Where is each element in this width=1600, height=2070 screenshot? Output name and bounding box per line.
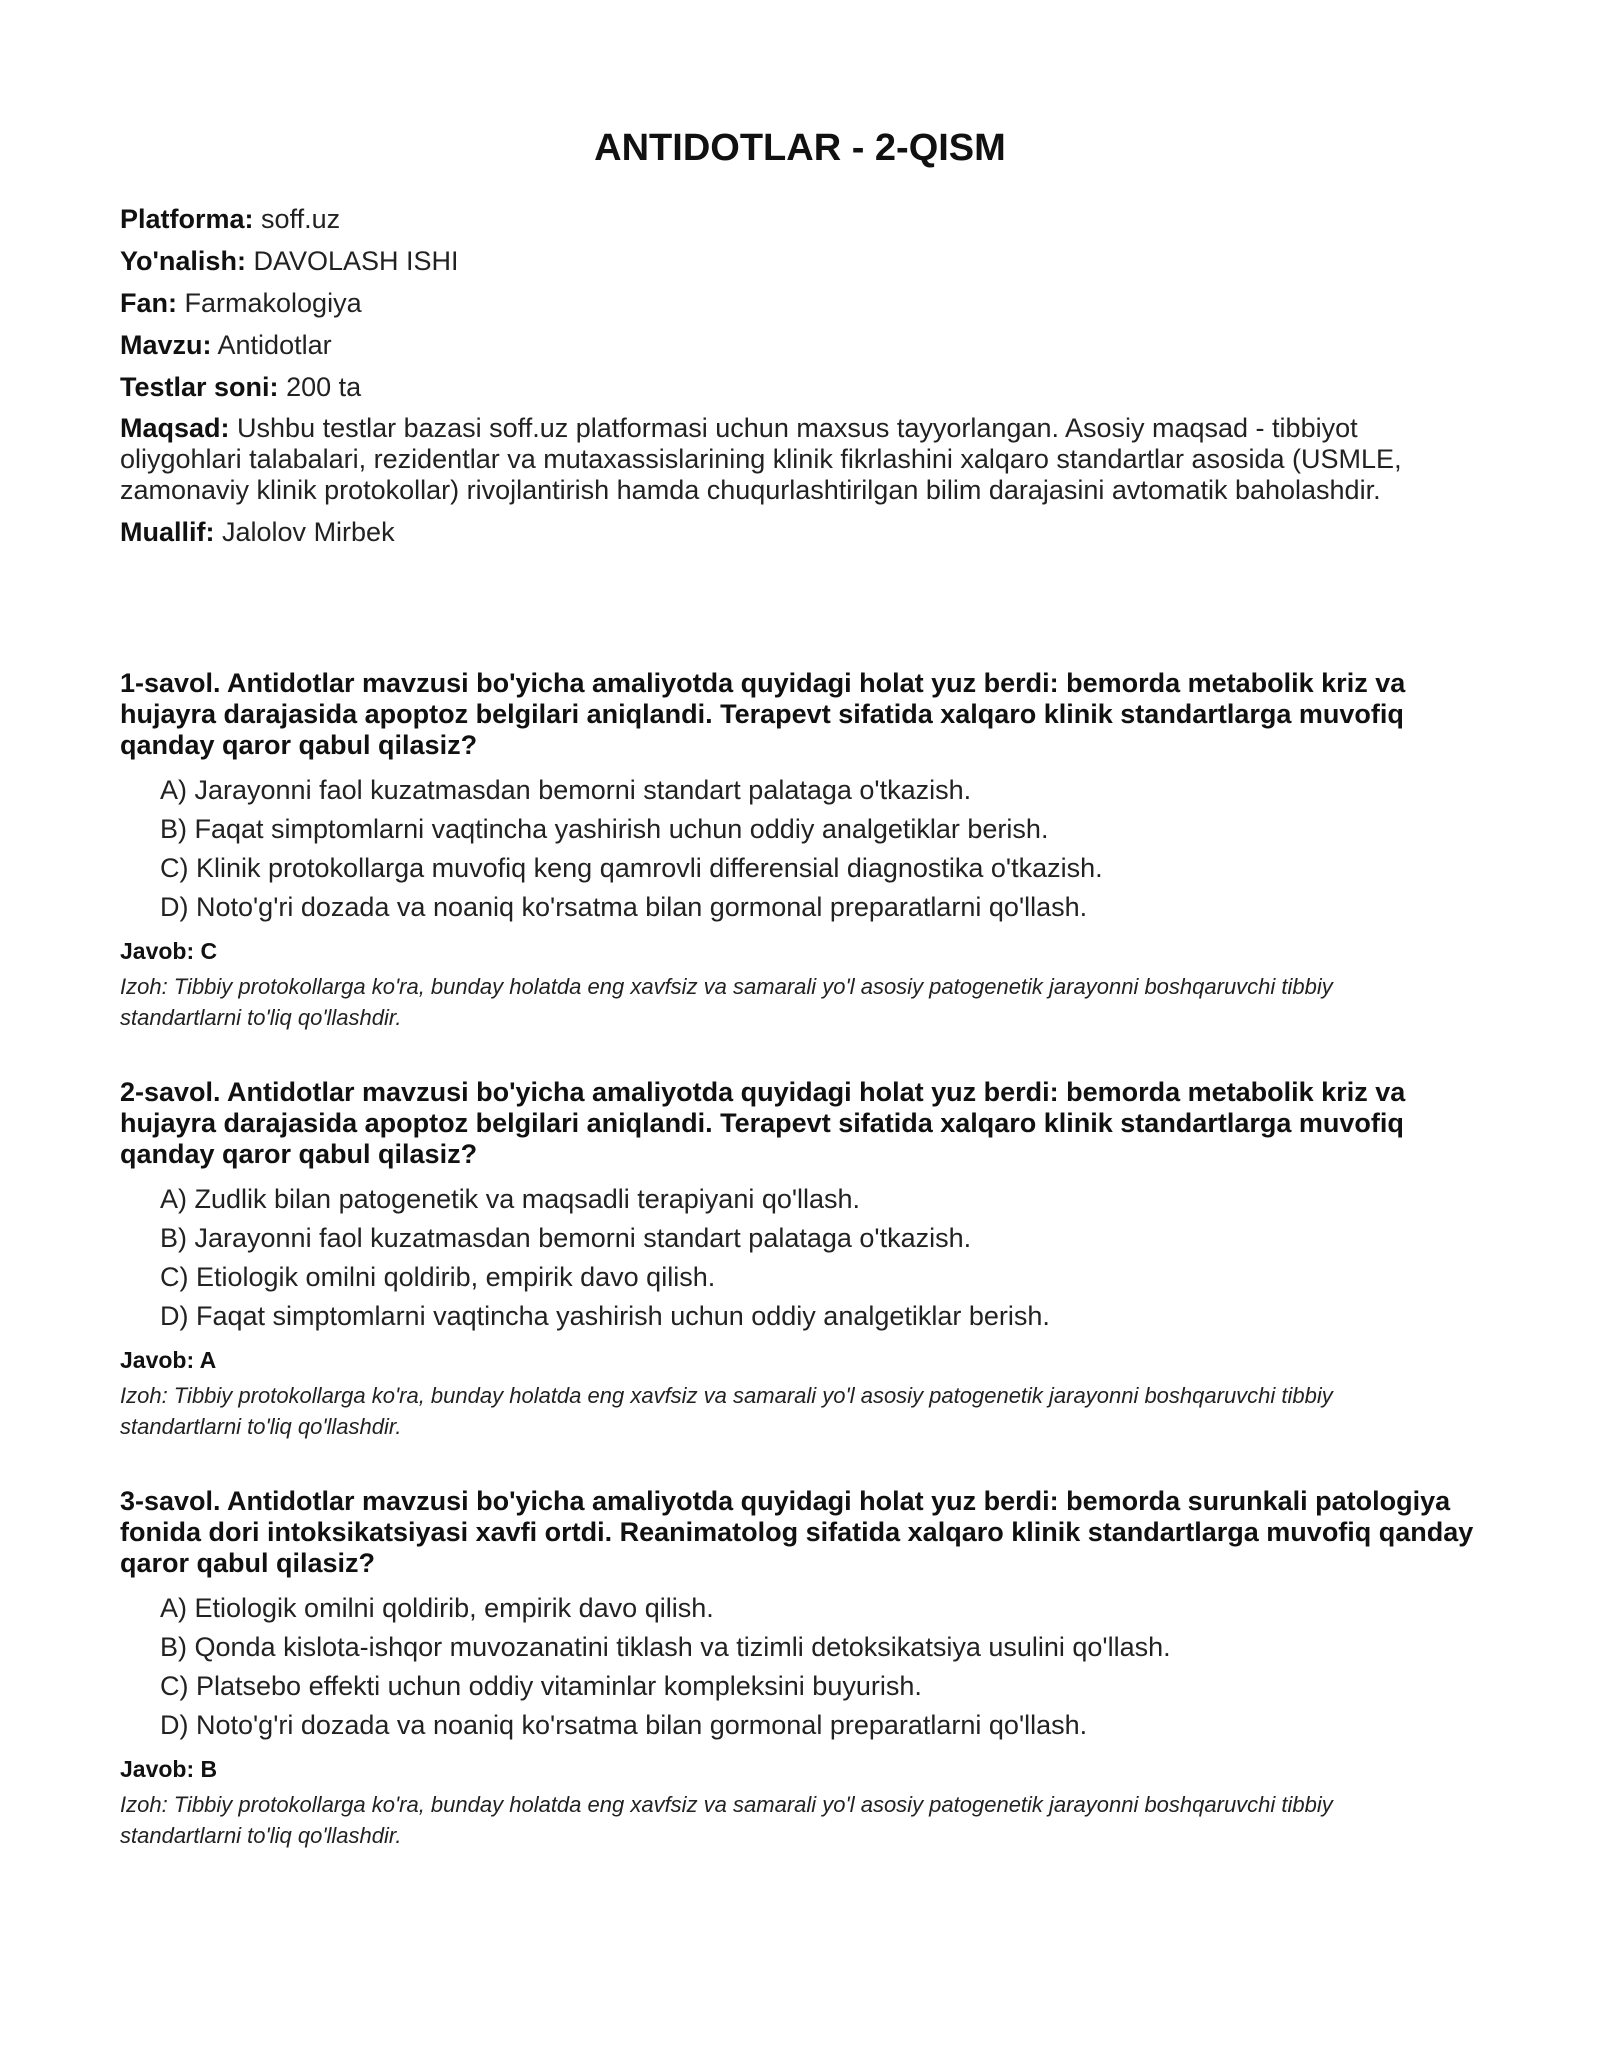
meta-label: Testlar soni: bbox=[120, 372, 279, 402]
option-item: A) Zudlik bilan patogenetik va maqsadli terapiyani qo'llash. bbox=[160, 1184, 861, 1214]
answer-label: Javob: C bbox=[120, 938, 218, 964]
meta-direction bbox=[120, 245, 1460, 277]
question-title: 1-savol. Antidotlar mavzusi bo'yicha amaliyotda quyidagi holat yuz berdi: bemorda metabolik kriz va hujayra darajasida apoptoz belgilari aniqlandi. Terapevt sifatida xalqaro klinik standartlarga muvofiq qanday qaror qabul qilasiz? bbox=[120, 668, 1406, 760]
option-item: D) Faqat simptomlarni vaqtincha yashirish uchun oddiy analgetiklar berish. bbox=[160, 1301, 1050, 1331]
question-title: 3-savol. Antidotlar mavzusi bo'yicha amaliyotda quyidagi holat yuz berdi: bemorda surunkali patologiya fonida dori intoksikatsiyasi xavfi ortdi. Reanimatolog sifatida xalqaro klinik standartlarga muvofiq qanday qaror qabul qilasiz? bbox=[120, 1486, 1474, 1578]
option-item: B) Jarayonni faol kuzatmasdan bemorni standart palataga o'tkazish. bbox=[160, 1223, 972, 1253]
explanation-note: Izoh: Tibbiy protokollarga ko'ra, bunday holatda eng xavfsiz va samarali yo'l asosiy patogenetik jarayonni boshqaruvchi tibbiy standartlarni to'liq qo'llashdir. bbox=[120, 974, 1333, 1030]
meta-label: Mavzu: bbox=[120, 330, 212, 360]
option-list bbox=[120, 1589, 1480, 1745]
option-item: C) Klinik protokollarga muvofiq keng qamrovli differensial diagnostika o'tkazish. bbox=[160, 853, 1103, 883]
meta-value: Ushbu testlar bazasi soff.uz platformasi uchun maxsus tayyorlangan. Asosiy maqsad - tibbiyot oliygohlari talabalari, rezidentlar va mutaxassislarining klinik fikrlashini xalqaro standartlar asosida (USMLE, zamonaviy klinik protokollar) rivojlantirish hamda chuqurlashtirilgan bilim darajasini avtomatik baholashdir. bbox=[120, 413, 1402, 505]
option-item: A) Etiologik omilni qoldirib, empirik davo qilish. bbox=[160, 1593, 714, 1623]
meta-label: Muallif: bbox=[120, 517, 215, 547]
option-list bbox=[120, 771, 1480, 927]
meta-test-count bbox=[120, 371, 1460, 403]
meta-label: Yo'nalish: bbox=[120, 246, 246, 276]
option-item: B) Qonda kislota-ishqor muvozanatini tiklash va tizimli detoksikatsiya usulini qo'llash. bbox=[160, 1632, 1171, 1662]
meta-author bbox=[120, 516, 1460, 548]
question-block bbox=[120, 1486, 1480, 1851]
meta-value: Antidotlar bbox=[217, 330, 332, 360]
document-title: ANTIDOTLAR - 2-QISM bbox=[594, 127, 1006, 169]
answer-label: Javob: A bbox=[120, 1347, 217, 1373]
option-item: C) Etiologik omilni qoldirib, empirik davo qilish. bbox=[160, 1262, 716, 1292]
option-item: B) Faqat simptomlarni vaqtincha yashirish uchun oddiy analgetiklar berish. bbox=[160, 814, 1049, 844]
option-item: A) Jarayonni faol kuzatmasdan bemorni standart palataga o'tkazish. bbox=[160, 775, 972, 805]
explanation-note: Izoh: Tibbiy protokollarga ko'ra, bunday holatda eng xavfsiz va samarali yo'l asosiy patogenetik jarayonni boshqaruvchi tibbiy standartlarni to'liq qo'llashdir. bbox=[120, 1792, 1333, 1848]
meta-label: Platforma: bbox=[120, 204, 254, 234]
option-item: D) Noto'g'ri dozada va noaniq ko'rsatma bilan gormonal preparatlarni qo'llash. bbox=[160, 892, 1088, 922]
meta-value: Jalolov Mirbek bbox=[222, 517, 395, 547]
question-block bbox=[120, 1077, 1480, 1442]
question-title: 2-savol. Antidotlar mavzusi bo'yicha amaliyotda quyidagi holat yuz berdi: bemorda metabolik kriz va hujayra darajasida apoptoz belgilari aniqlandi. Terapevt sifatida xalqaro klinik standartlarga muvofiq qanday qaror qabul qilasiz? bbox=[120, 1077, 1406, 1169]
meta-topic bbox=[120, 329, 1460, 361]
option-list bbox=[120, 1180, 1480, 1336]
question-block bbox=[120, 668, 1480, 1033]
meta-goal bbox=[120, 413, 1460, 506]
meta-value: soff.uz bbox=[261, 204, 341, 234]
meta-value: 200 ta bbox=[286, 372, 362, 402]
meta-label: Maqsad: bbox=[120, 413, 230, 443]
document-meta bbox=[120, 203, 1460, 558]
option-item: D) Noto'g'ri dozada va noaniq ko'rsatma bilan gormonal preparatlarni qo'llash. bbox=[160, 1710, 1088, 1740]
explanation-note: Izoh: Tibbiy protokollarga ko'ra, bunday holatda eng xavfsiz va samarali yo'l asosiy patogenetik jarayonni boshqaruvchi tibbiy standartlarni to'liq qo'llashdir. bbox=[120, 1383, 1333, 1439]
answer-label: Javob: B bbox=[120, 1756, 218, 1782]
option-item: C) Platsebo effekti uchun oddiy vitaminlar kompleksini buyurish. bbox=[160, 1671, 922, 1701]
meta-subject bbox=[120, 287, 1460, 319]
meta-value: DAVOLASH ISHI bbox=[253, 246, 459, 276]
meta-label: Fan: bbox=[120, 288, 177, 318]
meta-value: Farmakologiya bbox=[184, 288, 362, 318]
meta-platform bbox=[120, 203, 1460, 235]
